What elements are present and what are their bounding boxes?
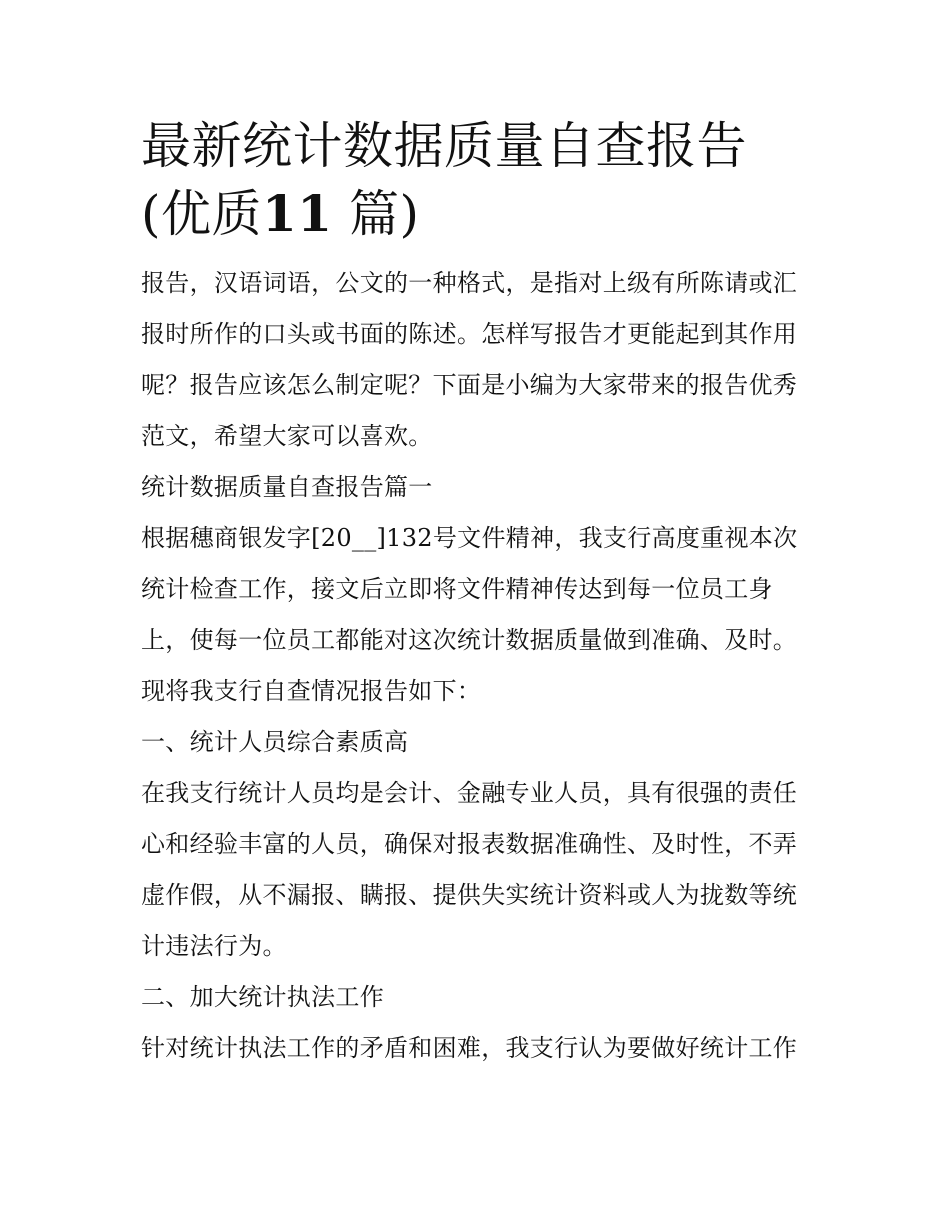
body-paragraph: 针对统计执法工作的矛盾和困难，我支行认为要做好统计工作 [141, 1034, 798, 1062]
body-paragraph: 在我支行统计人员均是会计、金融专业人员，具有很强的责任心和经验丰富的人员，确保对报表数据准确性、及时性，不弄虚作假，从不漏报、瞒报、提供失实统计资料或人为拢数等统计违法行为。 [141, 779, 798, 960]
title-text-end: 篇) [349, 185, 420, 243]
title-number: 11 [262, 184, 333, 243]
intro-paragraph: 报告，汉语词语，公文的一种格式，是指对上级有所陈请或汇报时所作的口头或书面的陈述。怎样写报告才更能起到其作用呢？报告应该怎么制定呢？下面是小编为大家带来的报告优秀范文，希望大家可以喜欢。 [141, 269, 798, 450]
title-text: 最新统计数据质量自查报告(优质 [141, 117, 747, 243]
subsection-heading: 二、加大统计执法工作 [141, 983, 384, 1011]
body-paragraph: 根据穗商银发字[20__]132号文件精神，我支行高度重视本次统计检查工作，接文后立即将文件精神传达到每一位员工身上，使每一位员工都能对这次统计数据质量做到准确、及时。现将我支行自查情况报告如下： [141, 524, 798, 705]
subsection-heading: 一、统计人员综合素质高 [141, 728, 409, 756]
document-title [141, 112, 813, 248]
section-heading: 统计数据质量自查报告篇一 [141, 473, 433, 501]
document-page [141, 112, 813, 1074]
